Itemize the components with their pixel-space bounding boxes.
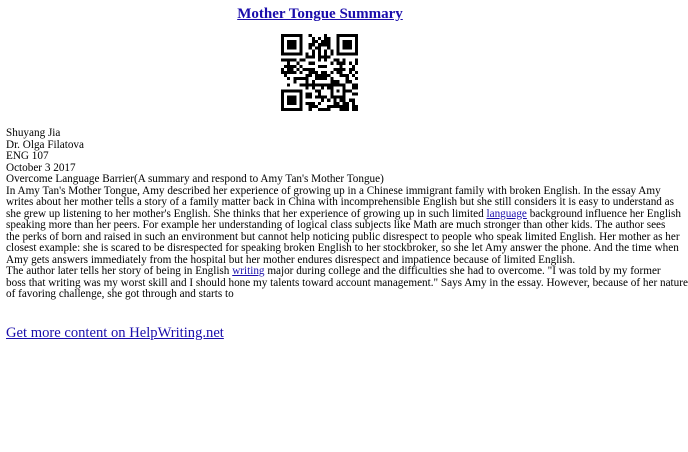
paragraph-line: writes about her mother tells a story of a family matter back in China with incomprehensible English but she still considers it is easy to understand as [6, 196, 674, 208]
essay-date: October 3 2017 [6, 161, 76, 174]
author-name: Shuyang Jia [6, 127, 61, 139]
language-link[interactable]: language [486, 207, 527, 220]
paragraph-line: In Amy Tan's Mother Tongue, Amy described her experience of growing up in a Chinese immigrant family with broken English. In the essay Amy [6, 184, 661, 197]
title-link[interactable]: Mother Tongue Summary [237, 6, 403, 22]
qr-code [281, 34, 358, 111]
more-content-link[interactable]: Get more content on HelpWriting.net [6, 325, 224, 341]
text-segment: major during college and the difficulties she had to overcome. "I was told by my former [264, 265, 661, 277]
more-content-link-container [6, 325, 224, 342]
text-segment: The author later tells her story of being in English [6, 265, 233, 277]
paragraph-line [6, 265, 661, 278]
paragraph-line: Amy gets answers immediately from the hospital but her mother endures disrespect and impatience because of limited English. [6, 253, 576, 266]
essay-subtitle: Overcome Language Barrier(A summary and respond to Amy Tan's Mother Tongue) [6, 173, 384, 185]
paragraph-line: the perks of born and raised in such an environment but cannot help noticing public disrespect to people who speak limited English. Her mother as her [6, 230, 680, 243]
text-segment: background influence her English [526, 207, 681, 220]
paragraph-line: boss that writing was my worst skill and I should hone my talents toward account management." Says Amy in the essay. However, because of her nature [6, 276, 688, 289]
page-title [0, 6, 640, 23]
text-segment: she grew up listening to her mother's English. She thinks that her experience of growing up in such limited [6, 207, 487, 220]
writing-link[interactable]: writing [232, 265, 265, 277]
essay-body [6, 127, 688, 301]
paragraph-line: of favoring challenge, she got through and starts to [6, 288, 234, 300]
paragraph-line: closest example: she is scared to be disrespected for speaking broken English to her stockbroker, so she let Amy answer the phone. And the time when [6, 242, 679, 254]
paragraph-line: speaking more than her peers. For example her understanding of logical class subjects like Math are much stronger than other kids. The author sees [6, 219, 666, 231]
course-code: ENG 107 [6, 150, 49, 162]
instructor-name: Dr. Olga Filatova [6, 138, 84, 151]
